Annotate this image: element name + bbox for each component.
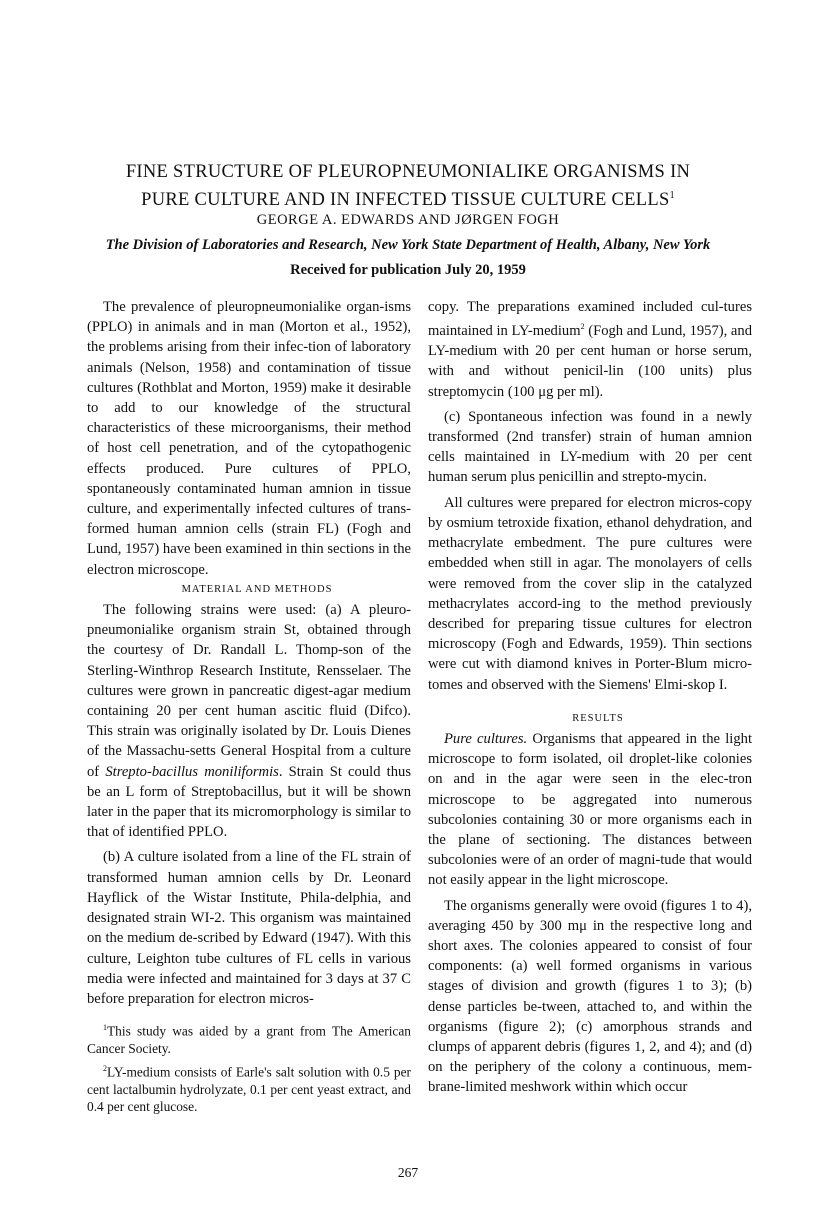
- right-column: [428, 297, 752, 1098]
- footnote-1-text: This study was aided by a grant from The American Cancer Society.: [87, 1023, 411, 1057]
- methods-continuation-b: (Fogh and Lund, 1957), and LY-medium with 20 per cent human or horse serum, with and without penicil-lin (100 units) plus streptomycin (100 μg per ml).: [428, 323, 752, 400]
- results-paragraph-2: The organisms generally were ovoid (figures 1 to 4), averaging 450 by 300 mμ in the respective long and short axes. The colonies appeared to consist of four components: (a) well formed organisms in various stages of division and growth (figures 1 to 3); (b) dense particles be-tween, attached to, and within the organisms (figure 2); (c) amorphous strands and clumps of apparent debris (figures 1, 2, and 4); and (d) on the periphery of the colony a continuous, mem-brane-limited meshwork within which occur: [428, 897, 752, 1096]
- authors: GEORGE A. EDWARDS AND JØRGEN FOGH: [256, 212, 560, 228]
- footnote-1-mark: 1: [103, 1023, 107, 1033]
- article-title: [80, 160, 736, 212]
- methods-a-end: . Strain St could thus be an L form of Streptobacillus, but it will be shown later in the paper that its micromorphology is similar to that of identified PPLO.: [87, 763, 411, 841]
- title-line-2: [80, 184, 736, 212]
- footnote-1: [87, 1019, 411, 1057]
- methods-a-text: The following strains were used: (a) A pleuro-pneumonialike organism strain St, obtained through the courtesy of Dr. Randall L. Thomp-son of the Sterling-Winthrop Research Institute, Rensselaer. The cultures were grown in pancreatic digest-agar medium containing 20 per cent human ascitic fluid (Difco). This strain was originally isolated by Dr. Louis Dienes of the Massachu-setts General Hospital from a culture of: [87, 602, 411, 780]
- footnote-ref-2: 2: [580, 322, 585, 332]
- methods-paragraph-c: (c) Spontaneous infection was found in a newly transformed (2nd transfer) strain of human amnion cells maintained in LY-medium with 20 per cent human serum plus penicillin and strepto-mycin.: [428, 408, 752, 486]
- footnote-2: [87, 1060, 411, 1116]
- results-subheading-pure-cultures: Pure cultures.: [444, 730, 528, 747]
- title-line-2-text: PURE CULTURE AND IN INFECTED TISSUE CULTURE CELLS: [141, 190, 670, 211]
- footnote-2-text: LY-medium consists of Earle's salt solution with 0.5 per cent lactalbumin hydrolyzate, 0.1 per cent yeast extract, and 0.4 per cent glucose.: [87, 1064, 411, 1115]
- page-number: 267: [397, 1165, 419, 1180]
- methods-continuation: [428, 297, 752, 402]
- received-date: Received for publication July 20, 1959: [290, 262, 526, 278]
- section-heading-results: RESULTS: [572, 712, 624, 724]
- methods-paragraph-b: (b) A culture isolated from a line of the FL strain of transformed human amnion cells by Dr. Leonard Hayflick of the Wistar Institute, Phila-delphia, and designated strain WI-2. This organism was maintained on the medium de-scribed by Edward (1947). With this culture, Leighton tube cultures of FL cells in various media were infected and maintained for 3 days at 37 C before preparation for electron micros-: [87, 849, 411, 1007]
- methods-a-species: Strepto-bacillus moniliformis: [105, 763, 279, 780]
- footnote-2-mark: 2: [103, 1063, 107, 1073]
- footnotes: [87, 1019, 411, 1115]
- title-line-1: FINE STRUCTURE OF PLEUROPNEUMONIALIKE ORGANISMS IN: [125, 162, 691, 182]
- methods-paragraph-a: [87, 600, 411, 842]
- section-heading-methods: MATERIAL AND METHODS: [181, 583, 333, 595]
- title-footnote-mark: 1: [669, 190, 675, 201]
- affiliation: The Division of Laboratories and Research, New York State Department of Health, Albany, New York: [105, 237, 711, 253]
- methods-paragraph-preparation: All cultures were prepared for electron micros-copy by osmium tetroxide fixation, ethanol dehydration, and methacrylate embedment. The pure cultures were embedded when still in agar. The monolayers of cells were removed from the cover slip in the catalyzed methacrylates accord-ing to the method previously described for preparing tissue cultures for electron microscopy (Fogh and Edwards, 1959). Thin sections were cut with diamond knives in Porter-Blum micro-tomes and observed with the Siemens' Elmi-skop I.: [428, 494, 752, 693]
- left-column: [87, 297, 411, 1116]
- results-paragraph-1-text: Organisms that appeared in the light microscope to form isolated, oil droplet-like colonies on and in the agar were seen in the elec-tron microscope to be aggregated into numerous subcolonies containing 30 or more organisms each in the plane of sectioning. The distances between subcolonies were of an order of magni-tude that would not easily appear in the light microscope.: [428, 730, 752, 889]
- results-paragraph-1: [428, 729, 752, 891]
- methods-continuation-a: copy. The preparations examined included cul-tures maintained in LY-medium: [428, 299, 752, 340]
- intro-paragraph: The prevalence of pleuropneumonialike organ-isms (PPLO) in animals and in man (Morton et al., 1952), the problems arising from their infec-tion of laboratory animals (Nelson, 1958) and contamination of tissue cultures (Rothblat and Morton, 1959) make it desirable to add to our knowledge of the structural characteristics of these microorganisms, their method of host cell penetration, and of the cytopathogenic effects produced. Pure cultures of PPLO, spontaneously contaminated human amnion in tissue culture, and experimentally infected cultures of trans-formed human amnion cells (strain FL) (Fogh and Lund, 1957) have been examined in thin sections in the electron microscope.: [87, 299, 411, 578]
